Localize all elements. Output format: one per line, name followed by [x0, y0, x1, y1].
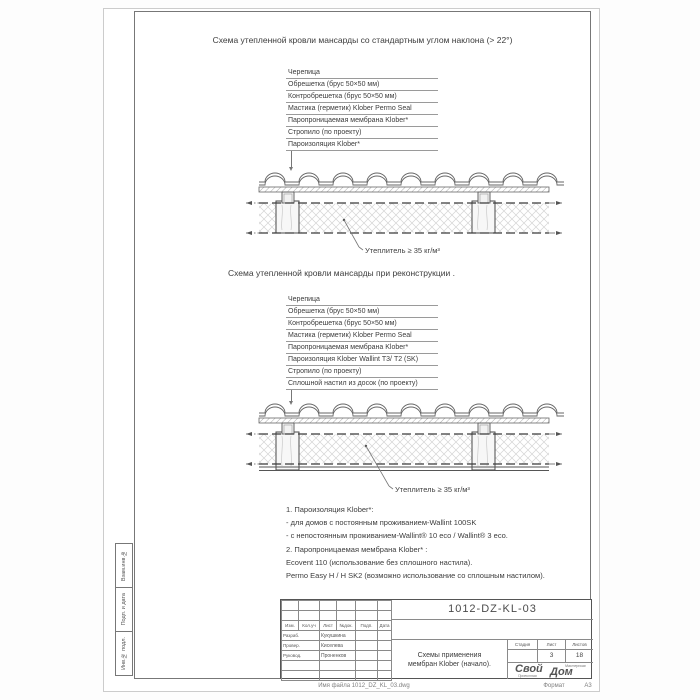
role-name: Кукушкина — [320, 631, 356, 641]
layer-label: Мастика (герметик) Klober Permo Seal — [286, 330, 438, 342]
counter-batten — [282, 423, 294, 434]
logo-small-2: Мастерская — [565, 664, 586, 668]
batten-layer — [259, 418, 549, 423]
stamp-col-header: №док. — [337, 621, 356, 631]
insulation-area — [259, 435, 549, 464]
layer-label: Обрешетка (брус 50×50 мм) — [286, 79, 438, 91]
margin-box-inv — [115, 631, 133, 676]
stage-header: Стадия — [507, 640, 537, 650]
role-name: Киселева — [320, 641, 356, 651]
stamp-col-header: Дата — [378, 621, 392, 631]
margin-box-vzam — [115, 543, 133, 588]
layer-label: Сплошной настил из досок (по проекту) — [286, 378, 438, 390]
stamp-col-header: Изм. — [282, 621, 299, 631]
counter-batten — [478, 423, 490, 434]
layer-label: Мастика (герметик) Klober Permo Seal — [286, 103, 438, 115]
tile-profile — [259, 173, 564, 185]
sheet-value: 3 — [537, 650, 565, 663]
insulation-area — [259, 204, 549, 233]
note-line: 1. Пароизоляция Klober*: — [286, 505, 374, 514]
layer-label: Черепица — [286, 294, 438, 306]
layer-label: Паропроницаемая мембрана Klober* — [286, 342, 438, 354]
stamp-empty-band — [391, 620, 593, 640]
layer-label: Паропроницаемая мембрана Klober* — [286, 115, 438, 127]
solid-decking — [259, 467, 549, 471]
batten-layer — [259, 187, 549, 192]
layer-label: Стропило (по проекту) — [286, 127, 438, 139]
margin-label: Инв.№ подл. — [121, 637, 127, 670]
sheets-header: Листов — [565, 640, 593, 650]
note-line: 2. Паропроницаемая мембрана Klober* : — [286, 544, 428, 554]
layer-label: Пароизоляция Klober* — [286, 139, 438, 151]
note-line: - с непостоянным проживанием-Wallint® 10 eco / Wallint® 3 eco. — [286, 531, 508, 541]
logo-word-1: Свой — [515, 663, 543, 675]
role-label: Провер. — [282, 641, 320, 651]
margin-label: Взам.инв.№ — [121, 549, 127, 582]
insulation-label: Утеплитель ≥ 35 кг/м³ — [365, 246, 440, 255]
stamp-change-table — [281, 600, 392, 681]
counter-batten — [478, 192, 490, 203]
sheet-header: Лист — [537, 640, 565, 650]
note-line: - для домов с постоянным проживанием-Wallint 100SK — [286, 518, 477, 528]
stamp-col-header: Лист — [320, 621, 337, 631]
margin-label: Подп. и дата — [121, 593, 127, 626]
rafter — [472, 201, 495, 233]
note-line: Ecovent 110 (использование без сплошного настила). — [286, 557, 473, 567]
stage-value — [507, 650, 537, 663]
document-title-line1: Схемы применения — [417, 652, 482, 659]
layer-label: Пароизоляция Klober Wallint Т3/ Т2 (SK) — [286, 354, 438, 366]
title-block — [280, 599, 592, 679]
left-margin-boxes — [115, 544, 133, 676]
tile-profile — [259, 404, 564, 416]
document-title — [391, 640, 507, 680]
counter-batten — [282, 192, 294, 203]
insulation-label: Утеплитель ≥ 35 кг/м³ — [395, 485, 470, 494]
leader-arrow-1 — [291, 151, 292, 167]
margin-box-podp — [115, 587, 133, 632]
section2-layer-list — [286, 294, 438, 390]
file-name: Имя файла 1012_DZ_KL_03.dwg — [318, 683, 410, 689]
logo-word-2: Дом — [550, 666, 573, 678]
section2-title: Схема утепленной кровли мансарды при реконструкции . — [228, 268, 455, 278]
document-title-line2: мембран Klober (начало). — [407, 661, 492, 668]
sheets-value: 18 — [565, 650, 593, 663]
rafter — [276, 201, 299, 233]
role-name: Проненков — [320, 651, 356, 661]
layer-label: Стропило (по проекту) — [286, 366, 438, 378]
layer-label: Контробрешетка (брус 50×50 мм) — [286, 91, 438, 103]
roof-section-drawing-2 — [244, 398, 564, 500]
roof-section-drawing-1 — [244, 167, 564, 259]
section1-title: Схема утепленной кровли мансарды со стандартным углом наклона (> 22°) — [212, 35, 513, 45]
note-line: Permo Easy H / H SK2 (возможно использование со сплошным настилом). — [286, 571, 545, 581]
logo-small-1: Проектная — [518, 674, 537, 678]
company-logo — [507, 663, 593, 679]
layer-label: Черепица — [286, 67, 438, 79]
notes-block — [286, 503, 545, 582]
layer-label: Контробрешетка (брус 50×50 мм) — [286, 318, 438, 330]
role-label: Руковод. — [282, 651, 320, 661]
document-number: 1012-DZ-KL-03 — [391, 600, 593, 620]
layer-label: Обрешетка (брус 50×50 мм) — [286, 306, 438, 318]
drawing-sheet — [103, 8, 600, 692]
format-value: А3 — [584, 683, 592, 689]
role-label: Разраб. — [282, 631, 320, 641]
section1-layer-list — [286, 67, 438, 151]
stamp-col-header: Кол.уч — [299, 621, 320, 631]
format-label: Формат — [543, 683, 565, 689]
stamp-col-header: Подп. — [356, 621, 378, 631]
